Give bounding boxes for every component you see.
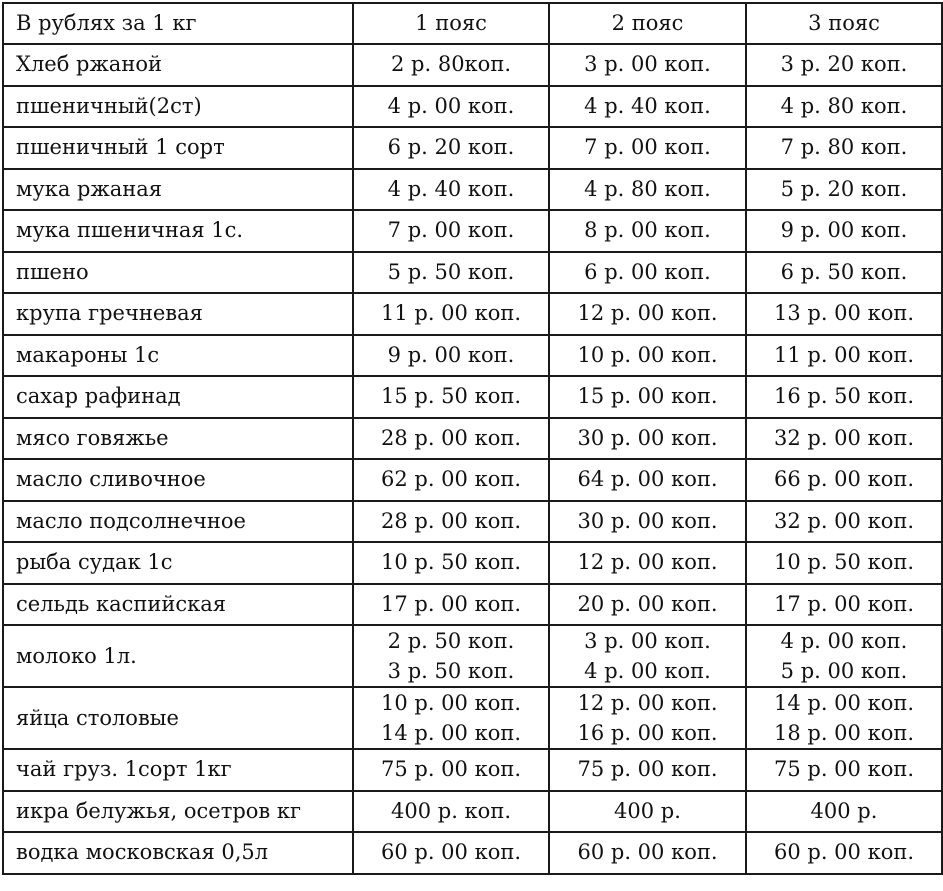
table-row	[3, 501, 942, 543]
product-name-cell: масло подсолнечное	[3, 501, 353, 543]
price-value: 11 р. 00 коп.	[773, 342, 915, 367]
price-zone-1-cell	[353, 210, 549, 252]
price-value: 60 р. 00 коп.	[773, 840, 915, 865]
price-zone-2-cell	[549, 210, 746, 252]
price-value: 6 р. 50 коп.	[780, 259, 908, 284]
product-name-cell: мясо говяжье	[3, 418, 353, 460]
price-zone-3-cell	[746, 687, 942, 749]
table-row	[3, 584, 942, 626]
price-zone-2-cell	[549, 687, 746, 749]
product-name-cell: макароны 1с	[3, 335, 353, 377]
price-zone-1-cell	[353, 832, 549, 874]
price-value: 4 р. 00 коп.	[780, 629, 908, 653]
price-zone-3-cell	[746, 542, 942, 584]
price-zone-3-cell	[746, 791, 942, 833]
price-value: 7 р. 80 коп.	[780, 135, 908, 160]
price-value: 7 р. 00 коп.	[584, 135, 711, 160]
price-value: 6 р. 20 коп.	[387, 135, 515, 160]
price-zone-3-cell	[746, 501, 942, 543]
price-value: 6 р. 00 коп.	[584, 259, 711, 284]
price-zone-3-cell	[746, 169, 942, 211]
price-value: 66 р. 00 коп.	[773, 467, 915, 492]
price-zone-2-cell	[549, 584, 746, 626]
price-zone-3-cell	[746, 584, 942, 626]
price-value: 10 р. 50 коп.	[773, 550, 915, 575]
price-value: 8 р. 00 коп.	[584, 218, 711, 243]
price-value: 3 р. 20 коп.	[780, 52, 908, 77]
header-zone-2: 2 пояс	[549, 3, 746, 44]
table-row	[3, 791, 942, 833]
price-zone-2-cell	[549, 335, 746, 377]
price-value: 30 р. 00 коп.	[577, 425, 718, 450]
table-row	[3, 252, 942, 294]
table-row	[3, 687, 942, 749]
price-zone-1-cell	[353, 687, 549, 749]
price-value: 3 р. 00 коп.	[584, 629, 711, 653]
price-value: 17 р. 00 коп.	[773, 591, 915, 616]
table-row	[3, 625, 942, 687]
table-row	[3, 210, 942, 252]
price-zone-2-cell	[549, 86, 746, 128]
header-zone-1: 1 пояс	[353, 3, 549, 44]
price-zone-3-cell	[746, 625, 942, 687]
price-zone-2-cell	[549, 418, 746, 460]
price-value: 2 р. 80коп.	[391, 52, 511, 77]
price-zone-2-cell	[549, 832, 746, 874]
price-value: 5 р. 50 коп.	[387, 259, 515, 284]
product-name-cell: рыба судак 1с	[3, 542, 353, 584]
table-body	[3, 44, 942, 874]
price-zone-1-cell	[353, 169, 549, 211]
table-row	[3, 169, 942, 211]
price-zone-3-cell	[746, 418, 942, 460]
product-name-cell: икра белужья, осетров кг	[3, 791, 353, 833]
price-zone-1-cell	[353, 584, 549, 626]
header-zone-3: 3 пояс	[746, 3, 942, 44]
price-value: 4 р. 80 коп.	[780, 93, 908, 118]
price-value: 20 р. 00 коп.	[577, 591, 718, 616]
table-row	[3, 418, 942, 460]
price-zone-3-cell	[746, 293, 942, 335]
price-value: 15 р. 50 коп.	[380, 384, 522, 409]
price-zone-1-cell	[353, 542, 549, 584]
price-value: 12 р. 00 коп.	[577, 550, 718, 575]
price-value: 30 р. 00 коп.	[577, 508, 718, 533]
product-name-cell: пшеничный(2ст)	[3, 86, 353, 128]
price-zone-1-cell	[353, 749, 549, 791]
price-zone-1-cell	[353, 501, 549, 543]
price-zone-2-cell	[549, 749, 746, 791]
price-value: 16 р. 50 коп.	[773, 384, 915, 409]
price-zone-3-cell	[746, 44, 942, 86]
price-zone-3-cell	[746, 832, 942, 874]
price-zone-2-cell	[549, 127, 746, 169]
price-value: 17 р. 00 коп.	[380, 591, 522, 616]
header-row	[3, 3, 942, 44]
product-name-cell: Хлеб ржаной	[3, 44, 353, 86]
price-value: 12 р. 00 коп.	[577, 691, 718, 715]
price-zone-2-cell	[549, 791, 746, 833]
price-value: 64 р. 00 коп.	[577, 467, 718, 492]
price-zone-3-cell	[746, 749, 942, 791]
price-zone-3-cell	[746, 335, 942, 377]
price-zone-1-cell	[353, 376, 549, 418]
price-zone-1-cell	[353, 127, 549, 169]
price-zone-2-cell	[549, 542, 746, 584]
price-value: 5 р. 20 коп.	[780, 176, 908, 201]
price-zone-1-cell	[353, 459, 549, 501]
price-value: 32 р. 00 коп.	[773, 508, 915, 533]
product-name-cell: сельдь каспийская	[3, 584, 353, 626]
table-row	[3, 542, 942, 584]
table-row	[3, 832, 942, 874]
price-value: 32 р. 00 коп.	[773, 425, 915, 450]
price-value: 4 р. 80 коп.	[584, 176, 711, 201]
product-name-cell: мука ржаная	[3, 169, 353, 211]
table-row	[3, 459, 942, 501]
table-row	[3, 293, 942, 335]
table-row	[3, 749, 942, 791]
product-name-cell: водка московская 0,5л	[3, 832, 353, 874]
price-value: 28 р. 00 коп.	[380, 425, 522, 450]
price-zone-1-cell	[353, 86, 549, 128]
price-value: 60 р. 00 коп.	[380, 840, 522, 865]
price-value: 16 р. 00 коп.	[577, 721, 718, 745]
price-zone-1-cell	[353, 418, 549, 460]
price-zone-2-cell	[549, 625, 746, 687]
price-value: 13 р. 00 коп.	[773, 301, 915, 326]
product-name-cell: пшеничный 1 сорт	[3, 127, 353, 169]
price-value: 5 р. 00 коп.	[780, 659, 908, 683]
price-value: 3 р. 50 коп.	[387, 659, 515, 683]
price-zone-2-cell	[549, 459, 746, 501]
price-zone-3-cell	[746, 86, 942, 128]
price-value: 9 р. 00 коп.	[387, 342, 515, 367]
price-value: 28 р. 00 коп.	[380, 508, 522, 533]
price-zone-2-cell	[549, 501, 746, 543]
price-value: 2 р. 50 коп.	[387, 629, 515, 653]
price-zone-1-cell	[353, 293, 549, 335]
price-value: 9 р. 00 коп.	[780, 218, 908, 243]
price-value: 4 р. 00 коп.	[387, 93, 515, 118]
price-value: 4 р. 00 коп.	[584, 659, 711, 683]
price-value: 75 р. 00 коп.	[577, 757, 718, 782]
price-zone-2-cell	[549, 376, 746, 418]
price-zone-1-cell	[353, 252, 549, 294]
price-value: 400 р. коп.	[391, 798, 511, 823]
product-name-cell: масло сливочное	[3, 459, 353, 501]
product-name-cell: пшено	[3, 252, 353, 294]
product-name-cell: сахар рафинад	[3, 376, 353, 418]
price-value: 75 р. 00 коп.	[773, 757, 915, 782]
product-name-cell: крупа гречневая	[3, 293, 353, 335]
price-zone-1-cell	[353, 791, 549, 833]
price-table	[2, 2, 943, 875]
table-row	[3, 86, 942, 128]
table-row	[3, 44, 942, 86]
price-zone-2-cell	[549, 44, 746, 86]
price-value: 60 р. 00 коп.	[577, 840, 718, 865]
price-zone-2-cell	[549, 293, 746, 335]
price-value: 14 р. 00 коп.	[773, 691, 915, 715]
price-value: 10 р. 50 коп.	[380, 550, 522, 575]
price-zone-3-cell	[746, 252, 942, 294]
price-zone-3-cell	[746, 210, 942, 252]
price-value: 75 р. 00 коп.	[380, 757, 522, 782]
price-value: 14 р. 00 коп.	[380, 721, 522, 745]
price-value: 18 р. 00 коп.	[773, 721, 915, 745]
price-value: 15 р. 00 коп.	[577, 384, 718, 409]
price-zone-1-cell	[353, 335, 549, 377]
price-zone-3-cell	[746, 127, 942, 169]
price-value: 7 р. 00 коп.	[387, 218, 515, 243]
table-row	[3, 376, 942, 418]
price-value: 4 р. 40 коп.	[387, 176, 515, 201]
price-value: 400 р.	[810, 798, 878, 823]
product-name-cell: мука пшеничная 1с.	[3, 210, 353, 252]
product-name-cell: молоко 1л.	[3, 625, 353, 687]
product-name-cell: чай груз. 1сорт 1кг	[3, 749, 353, 791]
price-zone-1-cell	[353, 44, 549, 86]
table-row	[3, 335, 942, 377]
price-zone-2-cell	[549, 169, 746, 211]
price-zone-3-cell	[746, 459, 942, 501]
header-item-col: В рублях за 1 кг	[3, 3, 353, 44]
price-value: 4 р. 40 коп.	[584, 93, 711, 118]
table-row	[3, 127, 942, 169]
price-zone-2-cell	[549, 252, 746, 294]
price-zone-1-cell	[353, 625, 549, 687]
price-value: 62 р. 00 коп.	[380, 467, 522, 492]
price-value: 3 р. 00 коп.	[584, 52, 711, 77]
price-value: 10 р. 00 коп.	[577, 342, 718, 367]
price-value: 11 р. 00 коп.	[380, 301, 522, 326]
price-value: 10 р. 00 коп.	[380, 691, 522, 715]
price-value: 12 р. 00 коп.	[577, 301, 718, 326]
price-zone-3-cell	[746, 376, 942, 418]
price-value: 400 р.	[614, 798, 681, 823]
product-name-cell: яйца столовые	[3, 687, 353, 749]
